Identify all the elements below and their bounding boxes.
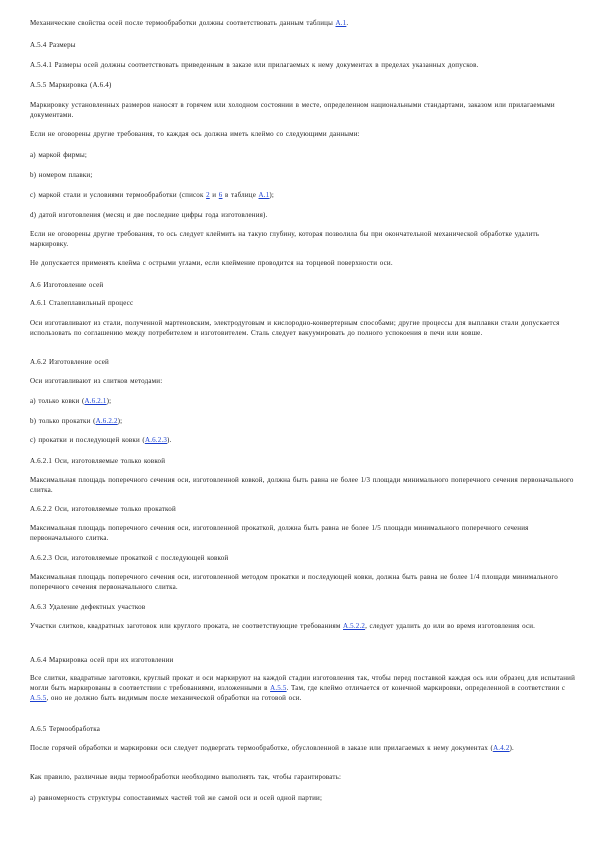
cross-reference-link[interactable]: A.6.2.2 [95,417,118,425]
paragraph-text: После горячей обработки и маркировки оси следует подвергать термообработке, обусловленной в заказе или прилагаемых к нему документах ( [30,744,494,752]
cross-reference-link[interactable]: 6 [218,191,223,199]
paragraph [30,621,575,631]
cross-reference-link[interactable]: A.5.5 [270,684,287,692]
paragraph-text: , следует удалить до или во время изготовления оси. [365,622,536,630]
paragraph [30,129,575,139]
paragraph-text: A.6.5 Термообработка [30,725,101,733]
paragraph-text: ); [106,397,112,405]
cross-reference-link[interactable]: A.6.2.3 [144,436,168,444]
paragraph-text: a) равномерность структуры сопоставимых частей той же самой оси и осей одной партии; [30,794,323,802]
paragraph [30,553,575,563]
cross-reference-link[interactable]: 2 [206,191,210,199]
paragraph-text: A.5.5 Маркировка (A.6.4) [30,81,112,89]
paragraph [30,772,575,782]
paragraph-text: ). [167,436,172,444]
paragraph [30,416,575,426]
paragraph-text: . Там, где клеймо отличается от конечной маркировки, определенной в соответствии с [286,684,566,692]
paragraph [30,504,575,514]
cross-reference-link[interactable]: A.5.5 [30,694,47,702]
paragraph [30,190,575,200]
paragraph-text: ); [117,417,123,425]
paragraph-text: Максимальная площадь поперечного сечения оси, изготовленной прокаткой, должна быть равна не более 1/5 площади минимального поперечного сечения первоначального слитка. [30,524,529,542]
paragraph-text: a) только ковки ( [30,397,85,405]
paragraph-text: A.6.2.3 Оси, изготовляемые прокаткой с последующей ковкой [30,554,229,562]
cross-reference-link[interactable]: A.5.2.2 [343,622,366,630]
paragraph-text: , оно не должно быть видимым после механической обработки на готовой оси. [46,694,302,702]
paragraph [30,210,575,220]
paragraph-text: A.6.3 Удаление дефектных участков [30,603,146,611]
paragraph [30,743,578,753]
paragraph-text: Если не оговорены другие требования, то каждая ось должна иметь клеймо со следующими данными: [30,130,360,138]
paragraph [30,435,578,445]
paragraph [30,80,575,90]
paragraph-text: Максимальная площадь поперечного сечения оси, изготовленной ковкой, должна быть равна не более 1/3 площади минимального поперечного сечения первоначального слитка. [30,476,574,494]
paragraph-text: c) прокатки и последующей ковки ( [30,436,145,444]
paragraph-text: Все слитки, квадратные заготовки, круглый прокат и оси маркируют на каждой стадии изготовления так, чтобы перед поставкой каждая ось или образец для испытаний могли быть маркированы в соответствии с требованиями, изложенными в [30,674,575,692]
paragraph-text: ). [509,744,514,752]
paragraph [30,170,575,180]
cross-reference-link[interactable]: A.4.2 [493,744,510,752]
paragraph-text: A.6 Изготовление осей [30,281,104,289]
paragraph-text: Маркировку установленных размеров наносят в горячем или холодном состоянии в месте, определенном национальными стандартами, заказом или прилагаемыми документами. [30,101,555,119]
paragraph-text: A.6.2.2 Оси, изготовляемые только прокаткой [30,505,176,513]
paragraph [30,258,575,268]
paragraph [30,18,575,28]
paragraph [30,673,575,703]
paragraph-text: Оси изготавливают из стали, полученной мартеновским, электродуговым и кислородно-конвертерным способами; другие процессы для выплавки стали допускается использовать по соглашению между потребителем и изготовителем. Сталь следует вакуумировать до полного успокоения в печи или ковше. [30,319,560,337]
paragraph-text: ); [269,191,275,199]
paragraph [30,40,575,50]
paragraph [30,724,575,734]
paragraph-text: d) датой изготовления (месяц и две последние цифры года изготовления). [30,211,268,219]
paragraph-text: A.5.4 Размеры [30,41,76,49]
paragraph [30,298,575,308]
paragraph [30,376,575,386]
paragraph [30,318,575,338]
paragraph-text: A.6.2 Изготовление осей [30,358,109,366]
cross-reference-link[interactable]: A.1 [258,191,270,199]
paragraph [30,280,575,290]
paragraph-text: A.6.1 Сталеплавильный процесс [30,299,134,307]
cross-reference-link[interactable]: A.6.2.1 [84,397,107,405]
paragraph [30,229,575,249]
paragraph [30,523,575,543]
paragraph [30,793,575,803]
paragraph-text: Оси изготавливают из слитков методами: [30,377,163,385]
paragraph-text: . [346,19,349,27]
paragraph-text: Если не оговорены другие требования, то ось следует клеймить на такую глубину, которая позволила бы при окончательной механической обработке удалить маркировку. [30,230,540,248]
paragraph [30,475,575,495]
paragraph-text: a) маркой фирмы; [30,151,88,159]
paragraph-text: в таблице [222,191,259,199]
cross-reference-link[interactable]: A.1 [335,19,347,27]
paragraph-text: и [209,191,219,199]
paragraph-text: b) только прокатки ( [30,417,96,425]
paragraph [30,572,578,592]
paragraph-text: c) маркой стали и условиями термообработки (список [30,191,207,199]
paragraph-text: Как правило, различные виды термообработки необходимо выполнять так, чтобы гарантировать: [30,773,342,781]
paragraph-text: b) номером плавки; [30,171,93,179]
paragraph-text: Механические свойства осей после термообработки должны соответствовать данным таблицы [30,19,336,27]
paragraph [30,655,578,665]
paragraph-text: Не допускается применять клейма с острыми углами, если клеймение проводится на торцевой поверхности оси. [30,259,393,267]
paragraph [30,456,575,466]
paragraph [30,602,575,612]
paragraph [30,100,575,120]
paragraph [30,396,578,406]
paragraph-text: A.6.2.1 Оси, изготовляемые только ковкой [30,457,166,465]
paragraph [30,60,575,70]
paragraph-text: A.6.4 Маркировка осей при их изготовлении [30,656,174,664]
paragraph-text: Участки слитков, квадратных заготовок или круглого проката, не соответствующие требованиям [30,622,343,630]
paragraph [30,150,575,160]
paragraph-text: A.5.4.1 Размеры осей должны соответствовать приведенным в заказе или прилагаемых к нему документах в пределах указанных допусков. [30,61,479,69]
paragraph [30,357,575,367]
paragraph-text: Максимальная площадь поперечного сечения оси, изготовленной методом прокатки и последующей ковки, должна быть равна не более 1/4 площади минимального поперечного сечения первоначального слитка. [30,573,558,591]
